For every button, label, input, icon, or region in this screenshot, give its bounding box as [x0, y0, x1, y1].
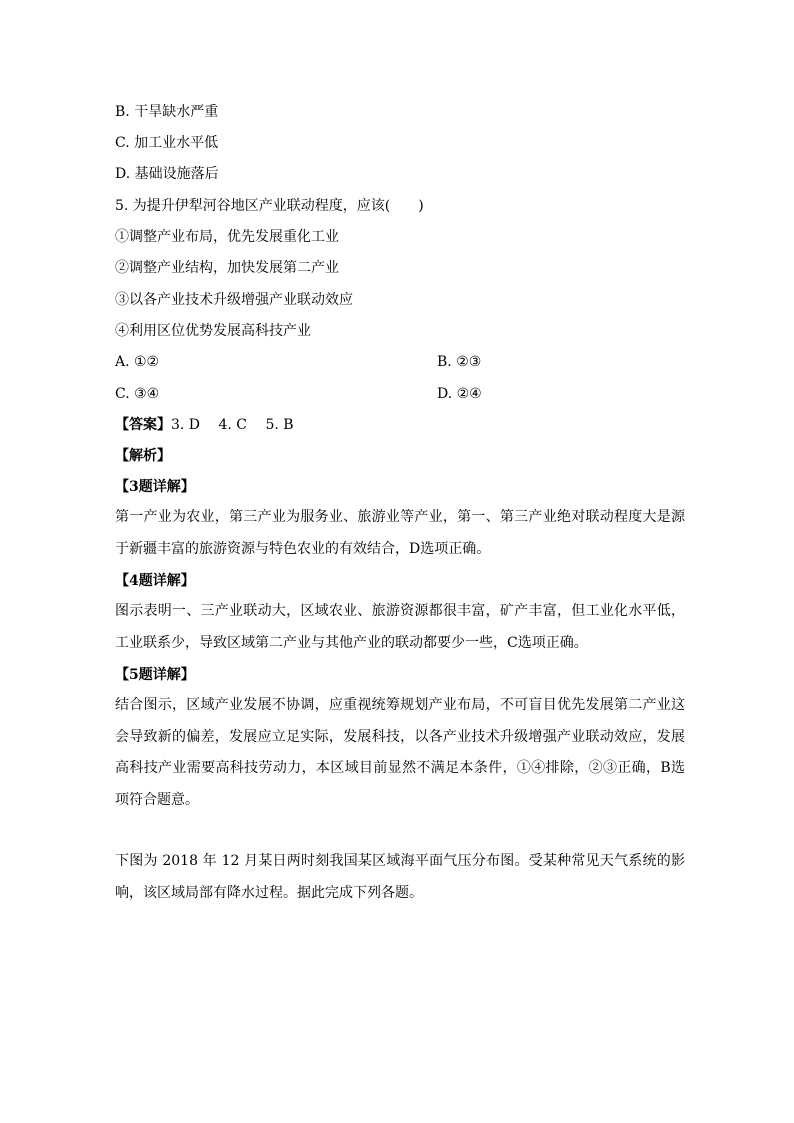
q4-option-b: B. 干旱缺水严重	[115, 104, 219, 120]
q4-detail-title: 【4题详解】	[115, 573, 195, 589]
q5-item-3: ③以各产业技术升级增强产业联动效应	[115, 292, 353, 308]
q3-detail-title: 【3题详解】	[115, 479, 195, 495]
q5-option-b: B. ②③	[437, 354, 482, 370]
q5-detail-title: 【5题详解】	[115, 667, 195, 683]
answer-line	[115, 415, 294, 435]
q5-item-1: ①调整产业布局，优先发展重化工业	[115, 229, 339, 245]
q4-detail-text: 图示表明一、三产业联动大，区域农业、旅游资源都很丰富，矿产丰富，但工业化水平低，工业联系少，导致区域第二产业与其他产业的联动都要少一些，C选项正确。	[115, 603, 685, 651]
q5-option-c: C. ③④	[115, 386, 160, 402]
next-section-intro: 下图为 2018 年 12 月某日两时刻我国某区域海平面气压分布图。受某种常见天气系统的影响，该区域局部有降水过程。据此完成下列各题。	[115, 853, 685, 901]
answer-label: 【答案】	[115, 417, 171, 433]
q5-item-2: ②调整产业结构，加快发展第二产业	[115, 260, 339, 276]
answer-text: 3. D 4. C 5. B	[171, 417, 294, 433]
q5-item-4: ④利用区位优势发展高科技产业	[115, 323, 311, 339]
analysis-label: 【解析】	[115, 448, 171, 464]
q5-option-a: A. ①②	[115, 354, 160, 370]
q3-detail-text: 第一产业为农业，第三产业为服务业、旅游业等产业，第一、第三产业绝对联动程度大是源于新疆丰富的旅游资源与特色农业的有效结合，D选项正确。	[115, 509, 685, 557]
q5-detail-text: 结合图示，区域产业发展不协调，应重视统筹规划产业布局，不可盲目优先发展第二产业这会导致新的偏差，发展应立足实际，发展科技，以各产业技术升级增强产业联动效应，发展高科技产业需要高科技劳动力，本区域目前显然不满足本条件，①④排除，②③正确，B选项符合题意。	[115, 697, 685, 808]
q4-option-d: D. 基础设施落后	[115, 166, 219, 182]
q4-option-c: C. 加工业水平低	[115, 135, 219, 151]
q5-stem: 5. 为提升伊犁河谷地区产业联动程度，应该( )	[115, 198, 424, 214]
q5-option-d: D. ②④	[437, 386, 482, 402]
